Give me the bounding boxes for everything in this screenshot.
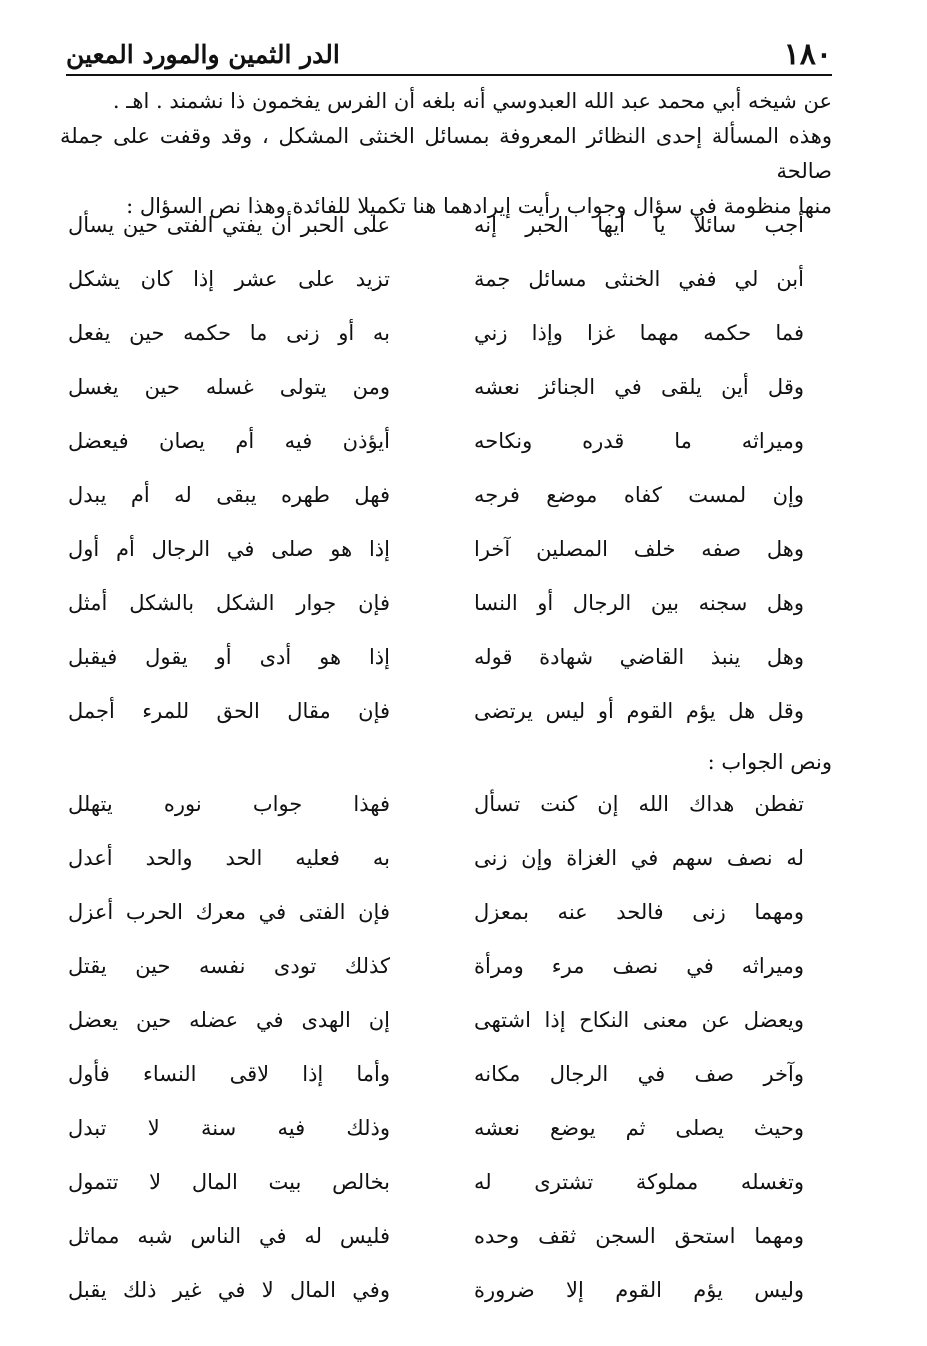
second-hemistich: فإن مقال الحق للمرء أجمل xyxy=(68,699,390,723)
question-poem xyxy=(60,203,832,743)
verse-line xyxy=(60,1214,832,1268)
first-hemistich: وليس يؤم القوم إلا ضرورة xyxy=(474,1278,804,1302)
intro-line: منها منظومة في سؤال وجواب رأيت إيرادهما هنا تكميلا للفائدة وهذا نص السؤال : xyxy=(126,194,832,218)
verse-line xyxy=(60,203,832,257)
verse-line xyxy=(60,311,832,365)
verse-line xyxy=(60,890,832,944)
verse-line xyxy=(60,581,832,635)
first-hemistich: ومهما زنى فالحد عنه بمعزل xyxy=(474,900,804,924)
second-hemistich: به أو زنى ما حكمه حين يفعل xyxy=(68,321,390,345)
page-number: ١٨٠ xyxy=(783,37,832,72)
verse-line xyxy=(60,944,832,998)
second-hemistich: كذلك تودى نفسه حين يقتل xyxy=(68,954,390,978)
first-hemistich: وهل سجنه بين الرجال أو النسا xyxy=(474,591,804,615)
first-hemistich: وإن لمست كفاه موضع فرجه xyxy=(474,483,804,507)
first-hemistich: وآخر صف في الرجال مكانه xyxy=(474,1062,804,1086)
verse-line xyxy=(60,527,832,581)
first-hemistich: تفطن هداك الله إن كنت تسأل xyxy=(474,792,804,816)
verse-line xyxy=(60,836,832,890)
first-hemistich: ويعضل عن معنى النكاح إذا اشتهى xyxy=(474,1008,804,1032)
answer-heading: ونص الجواب : xyxy=(707,750,832,774)
verse-line xyxy=(60,257,832,311)
first-hemistich: له نصف سهم في الغزاة وإن زنى xyxy=(474,846,804,870)
verse-line xyxy=(60,998,832,1052)
verse-line xyxy=(60,689,832,743)
second-hemistich: به فعليه الحد والحد أعدل xyxy=(68,846,390,870)
second-hemistich: أيؤذن فيه أم يصان فيعضل xyxy=(68,429,390,453)
verse-line xyxy=(60,419,832,473)
second-hemistich: فإن الفتى في معرك الحرب أعزل xyxy=(68,900,390,924)
second-hemistich: إذا هو أدى أو يقول فيقبل xyxy=(68,645,390,669)
verse-line xyxy=(60,1106,832,1160)
first-hemistich: أجب سائلا يا أيها الحبر إنه xyxy=(474,213,804,237)
second-hemistich: وأما إذا لاقى النساء فأول xyxy=(68,1062,390,1086)
verse-line xyxy=(60,473,832,527)
verse-line xyxy=(60,1268,832,1322)
first-hemistich: ومهما استحق السجن ثقف وحده xyxy=(474,1224,804,1248)
first-hemistich: وحيث يصلى ثم يوضع نعشه xyxy=(474,1116,804,1140)
book-title: الدر الثمين والمورد المعين xyxy=(66,40,340,69)
second-hemistich: على الحبر أن يفتي الفتى حين يسأل xyxy=(68,213,390,237)
page-header xyxy=(66,34,832,76)
second-hemistich: تزيد على عشر إذا كان يشكل xyxy=(68,267,390,291)
first-hemistich: وميراثه ما قدره ونكاحه xyxy=(474,429,804,453)
verse-line xyxy=(60,635,832,689)
first-hemistich: وقل أين يلقى في الجنائز نعشه xyxy=(474,375,804,399)
first-hemistich: أبن لي ففي الخنثى مسائل جمة xyxy=(474,267,804,291)
first-hemistich: وهل صفه خلف المصلين آخرا xyxy=(474,537,804,561)
intro-line: عن شيخه أبي محمد عبد الله العبدوسي أنه بلغه أن الفرس يفخمون ذا نشمند . اهـ . xyxy=(112,89,832,113)
first-hemistich: وقل هل يؤم القوم أو ليس يرتضى xyxy=(474,699,804,723)
second-hemistich: إذا هو صلى في الرجال أم أول xyxy=(68,537,390,561)
intro-line: وهذه المسألة إحدى النظائر المعروفة بمسائل الخنثى المشكل ، وقد وقفت على جملة صالحة xyxy=(60,124,832,183)
second-hemistich: وفي المال لا في غير ذلك يقبل xyxy=(68,1278,390,1302)
second-hemistich: بخالص بيت المال لا تتمول xyxy=(68,1170,390,1194)
verse-line xyxy=(60,1052,832,1106)
answer-poem xyxy=(60,782,832,1322)
verse-line xyxy=(60,365,832,419)
second-hemistich: ومن يتولى غسله حين يغسل xyxy=(68,375,390,399)
first-hemistich: وميراثه في نصف مرء ومرأة xyxy=(474,954,804,978)
verse-line xyxy=(60,782,832,836)
first-hemistich: وهل ينبذ القاضي شهادة قوله xyxy=(474,645,804,669)
second-hemistich: وذلك فيه سنة لا تبدل xyxy=(68,1116,390,1140)
first-hemistich: وتغسله مملوكة تشترى له xyxy=(474,1170,804,1194)
second-hemistich: فهذا جواب نوره يتهلل xyxy=(68,792,390,816)
second-hemistich: فإن جوار الشكل بالشكل أمثل xyxy=(68,591,390,615)
second-hemistich: فليس له في الناس شبه مماثل xyxy=(68,1224,390,1248)
verse-line xyxy=(60,1160,832,1214)
first-hemistich: فما حكمه مهما غزا وإذا زني xyxy=(474,321,804,345)
second-hemistich: فهل طهره يبقى له أم يبدل xyxy=(68,483,390,507)
second-hemistich: إن الهدى في عضله حين يعضل xyxy=(68,1008,390,1032)
